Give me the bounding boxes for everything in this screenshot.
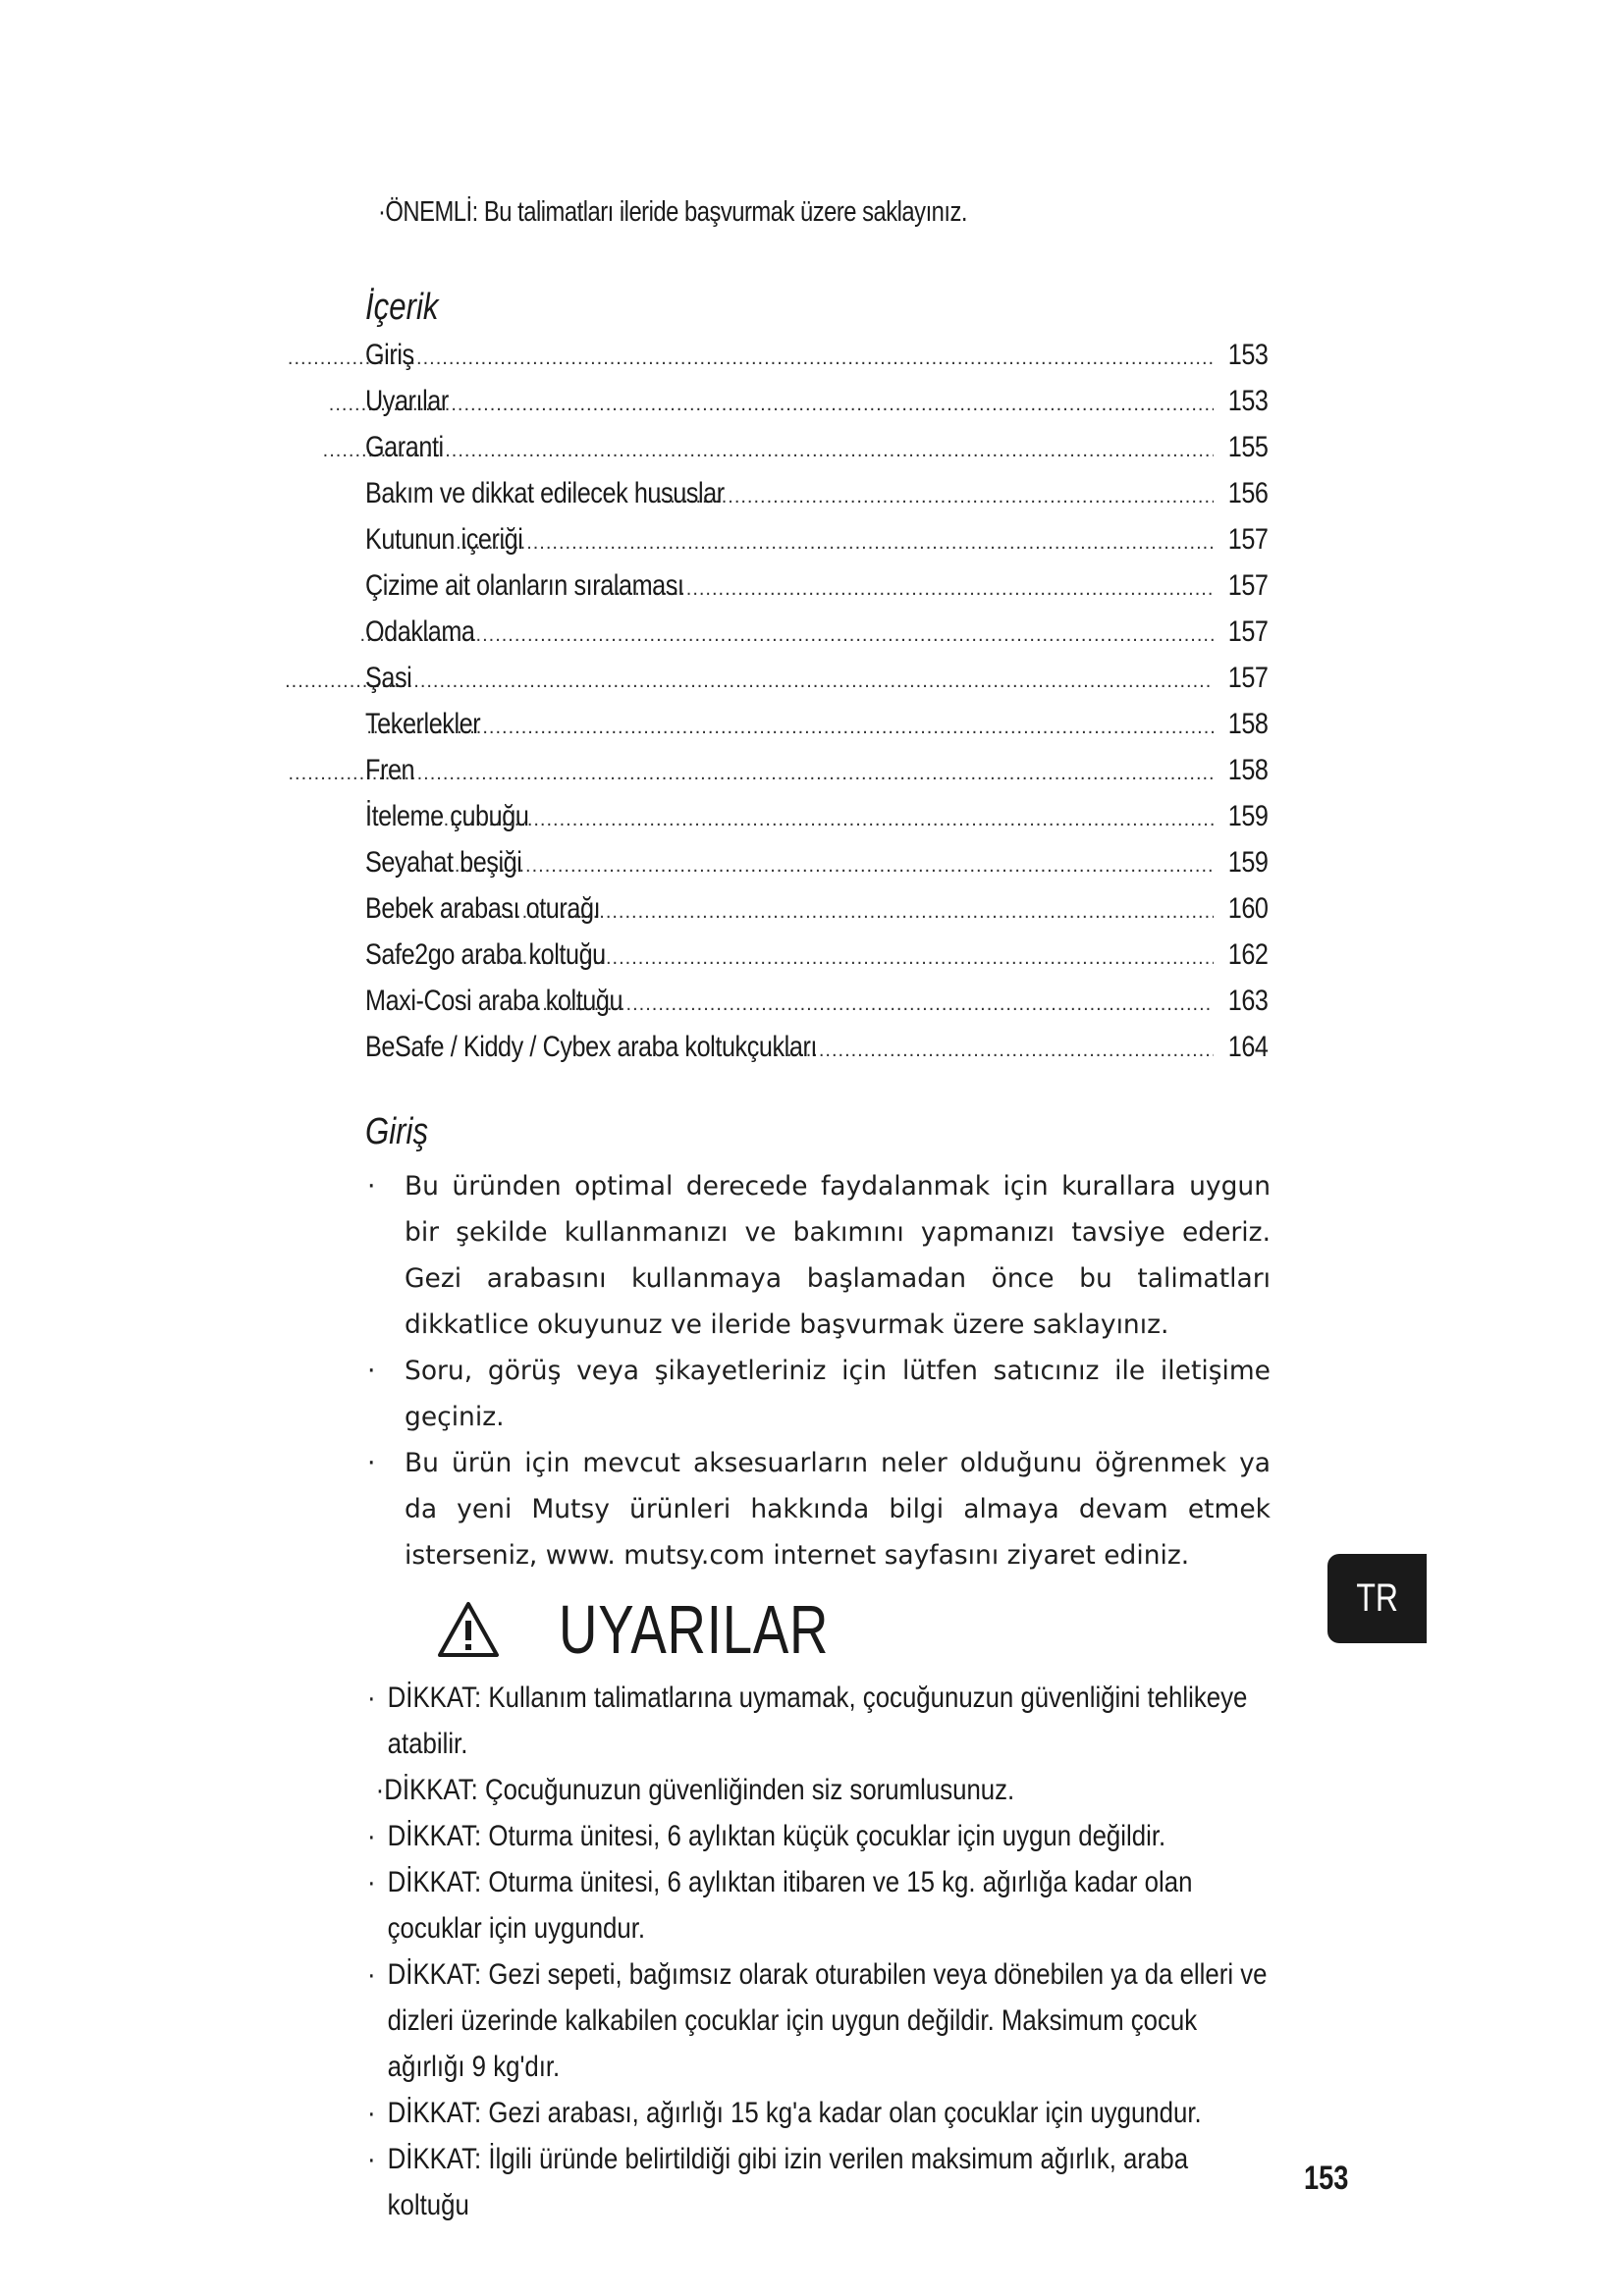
bullet: ·: [367, 1356, 376, 1386]
toc-leader-dots: [329, 394, 1214, 416]
toc-entry[interactable]: [365, 385, 1269, 431]
warning-sub-item-text: ·DİKKAT: Çocuğunuzun güvenliğinden siz sorumlusunuz.: [375, 1774, 1015, 1806]
toc-entry[interactable]: [365, 615, 1269, 662]
toc-entry-label: Bakım ve dikkat edilecek hususlar: [365, 477, 725, 509]
toc-leader-dots: [366, 717, 1214, 739]
toc-entry-page: 158: [1227, 708, 1269, 740]
toc-entry-label: Çizime ait olanların sıralaması: [365, 569, 684, 602]
toc-leader-dots: [285, 670, 1214, 693]
bullet: ·: [367, 2143, 376, 2175]
warning-item: [367, 2090, 1269, 2136]
toc-entry-page: 159: [1227, 846, 1269, 879]
bullet: ·: [367, 1820, 376, 1852]
warnings-title: UYARILAR: [559, 1591, 830, 1668]
toc-entry[interactable]: [365, 662, 1269, 708]
toc-entry-page: 155: [1227, 431, 1269, 463]
bullet: ·: [367, 2097, 376, 2129]
language-tab[interactable]: [1327, 1554, 1427, 1643]
toc-entry-page: 159: [1227, 800, 1269, 832]
toc-entry-label: Şasi: [365, 662, 412, 694]
warning-item: [367, 2136, 1269, 2228]
toc-entry[interactable]: [365, 754, 1269, 800]
toc-heading: İçerik: [365, 287, 439, 328]
bullet: ·: [367, 1448, 376, 1478]
toc-leader-dots: [360, 624, 1215, 647]
toc-entry-label: Maxi-Cosi araba koltuğu: [365, 985, 623, 1017]
toc-entry-page: 158: [1227, 754, 1269, 786]
toc-entry[interactable]: [365, 892, 1269, 938]
toc-entry-label: Kutunun içeriği: [365, 523, 523, 556]
warning-item-text: DİKKAT: Gezi sepeti, bağımsız olarak oturabilen veya dönebilen ya da elleri ve dizleri üzerinde kalkabilen çocuklar için uygun değildir. Maksimum çocuk ağırlığı 9 kg'dır.: [387, 1958, 1268, 2083]
toc-leader-dots: [536, 993, 1214, 1016]
toc-leader-dots: [417, 532, 1214, 555]
toc-leader-dots: [767, 1040, 1214, 1062]
intro-item: [367, 1348, 1271, 1440]
warning-item: [367, 1859, 1269, 1951]
warning-item: [367, 1675, 1269, 1767]
warning-item-text: DİKKAT: Oturma ünitesi, 6 aylıktan küçük çocuklar için uygun değildir.: [387, 1820, 1166, 1852]
warning-item-text: DİKKAT: Kullanım talimatlarına uymamak, çocuğunuzun güvenliğini tehlikeye atabilir.: [387, 1682, 1248, 1760]
toc-leader-dots: [515, 947, 1214, 970]
intro-item-text: Bu ürün için mevcut aksesuarların neler olduğunu öğrenmek ya da yeni Mutsy ürünleri hakkında bilgi almaya devam etmek isterseniz, www. mutsy.com internet sayfasını ziyaret ediniz.: [405, 1448, 1271, 1571]
toc-entry-label: Odaklama: [365, 615, 475, 648]
intro-heading: Giriş: [365, 1111, 429, 1152]
intro-item: [367, 1163, 1271, 1348]
toc-leader-dots: [288, 347, 1214, 370]
intro-item-text: Soru, görüş veya şikayetleriniz için lütfen satıcınız ile iletişime geçiniz.: [405, 1356, 1271, 1432]
bullet: ·: [367, 1171, 376, 1201]
toc-entry-page: 164: [1227, 1031, 1269, 1063]
bullet: ·: [367, 1682, 376, 1714]
toc-entry-label: Fren: [365, 754, 415, 786]
toc-entry[interactable]: [365, 477, 1269, 523]
page-number: 153: [1304, 2160, 1349, 2197]
toc-entry-label: Garanti: [365, 431, 444, 463]
intro-item: [367, 1440, 1271, 1578]
toc-entry-label: Seyahat beşiği: [365, 846, 522, 879]
toc-entry-label: İteleme çubuğu: [365, 800, 529, 832]
language-tab-label: TR: [1356, 1576, 1398, 1620]
warnings-list: [367, 1675, 1269, 2228]
warnings-heading: [437, 1590, 905, 1669]
toc-leader-dots: [323, 440, 1214, 462]
important-note: ·ÖNEMLİ: Bu talimatları ileride başvurmak üzere saklayınız.: [378, 196, 968, 228]
toc-leader-dots: [288, 763, 1214, 785]
toc-entry[interactable]: [365, 938, 1269, 985]
toc-entry-page: 153: [1227, 339, 1269, 371]
table-of-contents: [365, 339, 1269, 1077]
warning-sub-item: [367, 1767, 1269, 1813]
intro-item-text: Bu üründen optimal derecede faydalanmak için kurallara uygun bir şekilde kullanmanızı ve bakımını yapmanızı tavsiye ederiz. Gezi arabasını kullanmaya başlamadan önce bu talimatları dikkatlice okuyunuz ve ileride başvurmak üzere saklayınız.: [405, 1171, 1271, 1340]
toc-leader-dots: [416, 855, 1214, 878]
toc-entry-page: 157: [1227, 569, 1269, 602]
warning-item: [367, 1813, 1269, 1859]
warning-triangle-icon: [437, 1601, 500, 1658]
toc-entry-page: 156: [1227, 477, 1269, 509]
warning-item-text: DİKKAT: Oturma ünitesi, 6 aylıktan itibaren ve 15 kg. ağırlığa kadar olan çocuklar için uygundur.: [387, 1866, 1193, 1945]
toc-entry[interactable]: [365, 1031, 1269, 1077]
toc-leader-dots: [657, 486, 1214, 508]
toc-entry-label: Giriş: [365, 339, 414, 371]
toc-entry[interactable]: [365, 800, 1269, 846]
warning-item-text: DİKKAT: İlgili üründe belirtildiği gibi izin verilen maksimum ağırlık, araba koltuğu: [387, 2143, 1189, 2221]
toc-entry[interactable]: [365, 523, 1269, 569]
toc-entry-page: 162: [1227, 938, 1269, 971]
toc-entry-label: Tekerlekler: [365, 708, 481, 740]
toc-entry-page: 157: [1227, 662, 1269, 694]
toc-entry[interactable]: [365, 846, 1269, 892]
toc-leader-dots: [509, 901, 1214, 924]
toc-entry-label: Safe2go araba koltuğu: [365, 938, 606, 971]
warning-item-text: DİKKAT: Gezi arabası, ağırlığı 15 kg'a kadar olan çocuklar için uygundur.: [387, 2097, 1202, 2129]
toc-entry-label: Uyarılar: [365, 385, 449, 417]
toc-entry-page: 163: [1227, 985, 1269, 1017]
toc-entry[interactable]: [365, 431, 1269, 477]
toc-entry-page: 160: [1227, 892, 1269, 925]
toc-entry[interactable]: [365, 569, 1269, 615]
toc-leader-dots: [609, 578, 1214, 601]
toc-entry-page: 157: [1227, 523, 1269, 556]
toc-leader-dots: [424, 809, 1214, 831]
toc-entry-label: Bebek arabası oturağı: [365, 892, 601, 925]
toc-entry-page: 153: [1227, 385, 1269, 417]
warning-item: [367, 1951, 1269, 2090]
toc-entry[interactable]: [365, 339, 1269, 385]
toc-entry-label: BeSafe / Kiddy / Cybex araba koltukçukları: [365, 1031, 818, 1063]
toc-entry[interactable]: [365, 708, 1269, 754]
bullet: ·: [367, 1866, 376, 1898]
toc-entry-page: 157: [1227, 615, 1269, 648]
intro-list: [367, 1163, 1271, 1578]
toc-entry[interactable]: [365, 985, 1269, 1031]
bullet: ·: [367, 1958, 376, 1991]
